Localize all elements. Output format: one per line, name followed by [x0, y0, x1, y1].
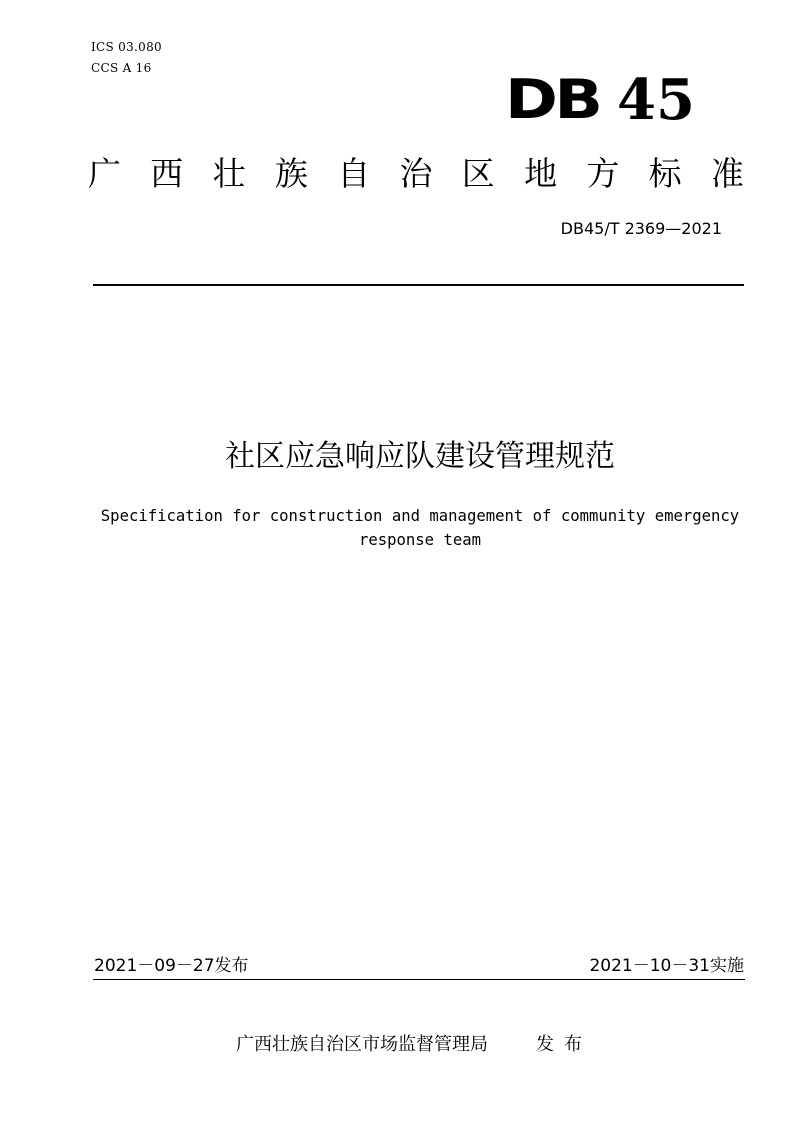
standard-type-char: 准	[710, 154, 744, 193]
issue-date: 2021－09－27发布	[94, 956, 249, 976]
footer-divider	[93, 979, 745, 980]
standard-type-char: 西	[150, 154, 184, 193]
standard-type-char: 壮	[212, 154, 246, 193]
document-title-cn: 社区应急响应队建设管理规范	[225, 439, 615, 474]
logo-prefix: DB	[505, 68, 600, 131]
standard-type-char: 地	[524, 154, 558, 193]
header-divider	[93, 284, 744, 286]
standard-type-char: 治	[399, 154, 433, 193]
publish-label: 发布	[536, 1034, 592, 1055]
implementation-date: 2021－10－31实施	[589, 956, 744, 976]
standard-type-char: 标	[648, 154, 682, 193]
ics-code: ICS 03.080	[91, 40, 162, 54]
ccs-code: CCS A 16	[91, 61, 152, 75]
db45-logo	[505, 67, 695, 133]
document-title-en: Specification for construction and management of community emergency response team	[100, 507, 740, 549]
standard-type-char: 区	[461, 154, 495, 193]
standard-type-title	[88, 152, 744, 196]
standard-type-char: 族	[274, 154, 308, 193]
standard-type-char: 自	[337, 154, 371, 193]
publisher-name: 广西壮族自治区市场监督管理局	[236, 1034, 488, 1055]
standard-type-char: 广	[88, 154, 121, 193]
logo-number: 45	[616, 67, 695, 133]
standard-number: DB45/T 2369—2021	[560, 219, 722, 238]
standard-type-char: 方	[586, 154, 620, 193]
